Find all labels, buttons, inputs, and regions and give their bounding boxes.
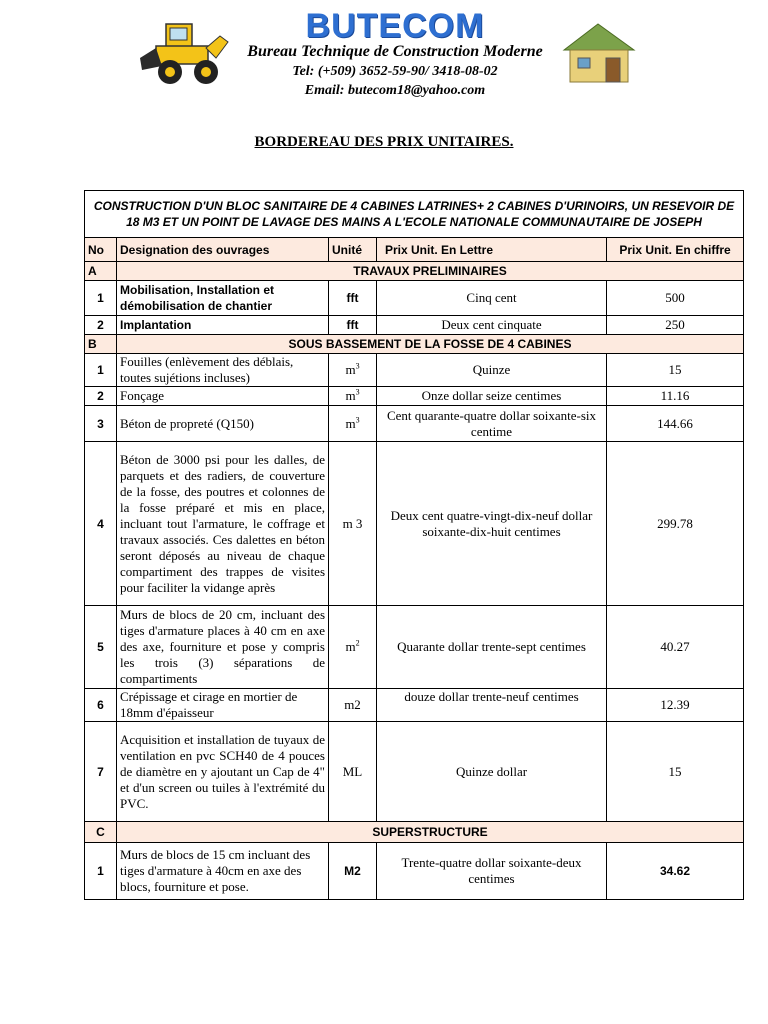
row-no: 4 [85,442,117,606]
company-subtitle: Bureau Technique de Construction Moderne [247,43,543,60]
section-code: A [85,262,117,281]
row-figure: 500 [607,281,744,316]
table-row [85,843,744,900]
row-unit: fft [329,281,377,316]
unit-base: m [345,639,356,654]
section-title: SUPERSTRUCTURE [117,822,744,843]
row-no: 2 [85,387,117,406]
company-header [230,8,560,100]
row-figure: 250 [607,316,744,335]
row-letter: Quarante dollar trente-sept centimes [377,606,607,689]
row-letter: Onze dollar seize centimes [377,387,607,406]
table-row [85,406,744,442]
row-unit [329,387,377,406]
row-unit [329,406,377,442]
project-title-row [85,191,744,238]
row-designation: Crépissage et cirage en mortier de 18mm d'épaisseur [117,689,329,722]
row-designation: Fouilles (enlèvement des déblais, toutes sujétions incluses) [117,354,329,387]
row-figure: 12.39 [607,689,744,722]
row-letter: Cinq cent [377,281,607,316]
row-unit [329,354,377,387]
unit-base: m [345,415,356,431]
row-letter: Trente-quatre dollar soixante-deux centimes [377,843,607,900]
row-unit [329,606,377,689]
row-figure: 40.27 [607,606,744,689]
row-figure: 15 [607,354,744,387]
col-no: No [85,238,117,262]
table-row [85,442,744,606]
table-row [85,316,744,335]
col-unit: Unité [329,238,377,262]
row-unit: m2 [329,689,377,722]
row-no: 1 [85,843,117,900]
table-row [85,689,744,722]
row-figure: 15 [607,722,744,822]
row-designation: Murs de blocs de 15 cm incluant des tiges d'armature à 40cm en axe des blocs, fourniture et pose. [117,843,329,900]
column-header-row [85,238,744,262]
project-title: CONSTRUCTION D'UN BLOC SANITAIRE DE 4 CABINES LATRINES+ 2 CABINES D'URINOIRS, UN RESEVOIR DE 18 M3 ET UN POINT DE LAVAGE DES MAINS A L'ECOLE NATIONALE COMMUNAUTAIRE DE JOSEPH [85,191,744,238]
section-code: C [85,822,117,843]
row-no: 1 [85,354,117,387]
row-no: 5 [85,606,117,689]
unit-exponent: 3 [355,387,360,397]
company-email: Email: butecom18@yahoo.com [304,83,486,98]
unit-exponent: 2 [355,638,360,648]
row-designation: Béton de 3000 psi pour les dalles, de parquets et des radiers, de couverture de la fosse, des poutres et colonnes de la fosse préparé et mis en place, incluant tout l'armature, le coffrage et travaux associés. Ces dalettes en béton seront déposés au niveau de chaque compartiment des trappes de visites pour faciliter la vidange après [117,442,329,606]
price-table [84,190,744,900]
house-logo-icon [558,18,638,88]
section-code: B [85,335,117,354]
unit-exponent: 3 [355,361,360,371]
unit-exponent: 3 [355,415,360,425]
section-row [85,262,744,281]
row-letter: Quinze dollar [377,722,607,822]
section-row [85,822,744,843]
row-unit: ML [329,722,377,822]
row-no: 7 [85,722,117,822]
company-phone: Tel: (+509) 3652-59-90/ 3418-08-02 [292,64,498,79]
company-name: BUTECOM [305,7,485,45]
col-designation: Designation des ouvrages [117,238,329,262]
row-designation: Mobilisation, Installation et démobilisation de chantier [117,281,329,316]
page-title: BORDEREAU DES PRIX UNITAIRES. [254,134,514,150]
table-row [85,722,744,822]
col-letter: Prix Unit. En Lettre [377,238,607,262]
col-figure: Prix Unit. En chiffre [607,238,744,262]
row-no: 3 [85,406,117,442]
row-no: 1 [85,281,117,316]
row-unit: fft [329,316,377,335]
row-designation: Murs de blocs de 20 cm, incluant des tiges d'armature places à 40 cm en axe des axe, fourniture et pose y compris les trois (3) séparations de compartiments [117,606,329,689]
row-letter: Cent quarante-quatre dollar soixante-six centime [377,406,607,442]
row-figure: 299.78 [607,442,744,606]
table-row [85,387,744,406]
row-letter: Deux cent cinquate [377,316,607,335]
row-letter: Deux cent quatre-vingt-dix-neuf dollar soixante-dix-huit centimes [377,442,607,606]
table-row [85,281,744,316]
section-title: SOUS BASSEMENT DE LA FOSSE DE 4 CABINES [117,335,744,354]
row-figure: 11.16 [607,387,744,406]
table-row [85,606,744,689]
row-designation: Béton de propreté (Q150) [117,406,329,442]
unit-base: m [345,362,356,377]
row-letter: douze dollar trente-neuf centimes [377,689,607,722]
row-letter: Quinze [377,354,607,387]
row-designation: Implantation [117,316,329,335]
loader-logo-icon [136,18,230,86]
table-row [85,354,744,387]
unit-base: m [345,388,356,403]
row-unit: m 3 [329,442,377,606]
row-designation: Acquisition et installation de tuyaux de ventilation en pvc SCH40 de 4 pouces de diamètre en y ajoutant un Cap de 4" et d'un screen ou tuiles à l'extrémité du PVC. [117,722,329,822]
section-title: TRAVAUX PRELIMINAIRES [117,262,744,281]
row-figure: 144.66 [607,406,744,442]
section-row [85,335,744,354]
row-unit: M2 [329,843,377,900]
row-figure: 34.62 [607,843,744,900]
row-designation: Fonçage [117,387,329,406]
row-no: 2 [85,316,117,335]
row-no: 6 [85,689,117,722]
